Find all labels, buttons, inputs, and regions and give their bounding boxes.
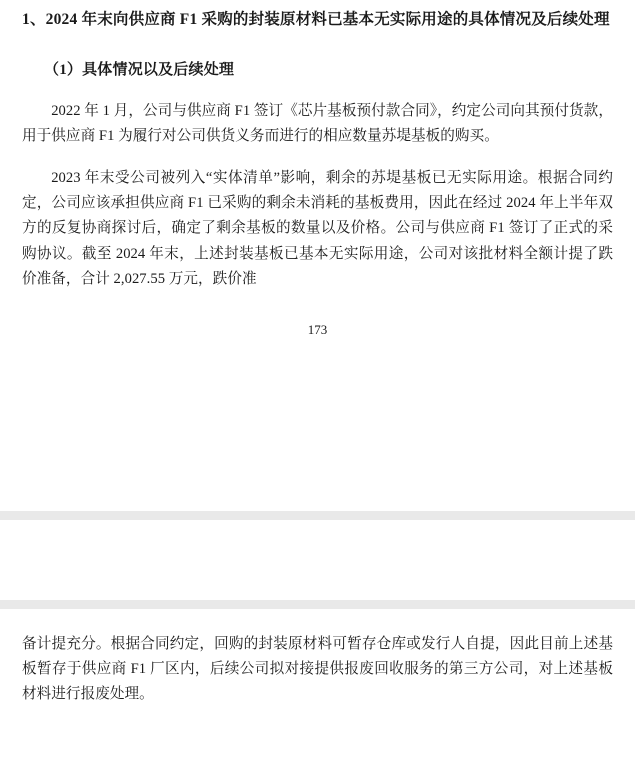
page-content-upper: [0, 0, 635, 338]
section-heading-1: 1、2024 年末向供应商 F1 采购的封装原材料已基本无实际用途的具体情况及后续处理: [22, 11, 610, 28]
paragraph-2: 2023 年末受公司被列入“实体清单”影响，剩余的苏堤基板已无实际用途。根据合同约定，公司应该承担供应商 F1 已采购的剩余未消耗的基板费用，因此在经过 2024 年上半年双方的反复协商探讨后，确定了剩余基板的数量以及价格。公司与供应商 F1 签订了正式的采购协议。截至 2024 年末，上述封装基板已基本无实际用途，公司对该批材料全额计提了跌价准备，合计 2,027.55 万元，跌价准: [22, 170, 613, 287]
paragraph-1: 2022 年 1 月，公司与供应商 F1 签订《芯片基板预付款合同》，约定公司向其预付货款，用于供应商 F1 为履行对公司供货义务而进行的相应数量苏堤基板的购买。: [22, 103, 613, 145]
page-break-region: [0, 520, 635, 600]
page-break-divider-top: [0, 511, 635, 520]
page-content-lower: [0, 618, 635, 707]
page-break-divider-bottom: [0, 600, 635, 609]
page-number: 173: [307, 321, 328, 337]
section-heading-2: （1）具体情况以及后续处理: [44, 62, 235, 79]
paragraph-3: 备计提充分。根据合同约定，回购的封装原材料可暂存仓库或发行人自提，因此目前上述基板暂存于供应商 F1 厂区内，后续公司拟对接提供报废回收服务的第三方公司，对上述基板材料进行报废处理。: [22, 636, 613, 703]
